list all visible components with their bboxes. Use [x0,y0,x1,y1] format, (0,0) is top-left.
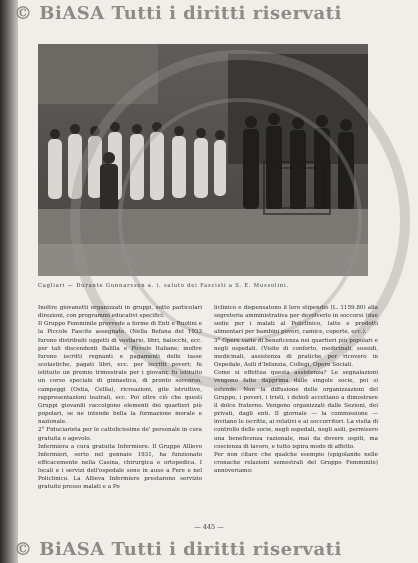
paragraph: liclinico e dispensatono il loro stipendio (L. 1159.80) alla segreteria amministrativa per devolverlo in soccorsi (due sedie per i malati al Policlinico, latte e prodotti alimentari per bambini poveri, camice, coperte, ecc.). [214,305,378,336]
paragraph: Infermiera a cura gratuita Infermiere. Il Gruppo Allievo Infermieri, sorto nel gennaio 1931, ha funzionato efficacemente nella Casina, chirurgica e ortopedica. I locali e i servizi dell'ospedale sono in auso a Fere e nel Policlinico. La Allieva Infermiere prestarono servizio gratuito presso malati e a Po [38,443,202,491]
watermark-header: © BiASA Tutti i diritti riservati [14,3,342,24]
paragraph: Per non citare che qualche esempio (spigolando nelle cronache relazioni semestrali del Gruppo Femminile) annoveriamo: [214,451,378,475]
paragraph: Il Gruppo Femminile provvede a forme di Enti e Ruolini e la Piccole Fascite assegnate. (Nella Befana del 1933 furono distribuiti oggetti di vestiario, libri, balocchi, ecc. per tali discendenti Balilla e Piccole Italiane; inoltre furono iscritti regnanti e pagamenti delle tasse scolastiche, pagati libri, ecc. per iscritti poveri; fu istituito un premio trimestrale per i giovani; fu istituito un corso speciale di ginnastica, di pronto soccorso, campeggi (Ostia, Cellia), ricreazioni, gite istruttive, rappresentazioni teatrali, ecc. Poi oltre ciò che questi Gruppi giovanili raccolgono elementi dei quartieri più popolari, se ne intende bella la formazione morale e nazionale. [38,321,202,426]
library-stamp [262,160,332,216]
paragraph: 2° Fiduciarieta per le cattolicissime de' personale in cura gratuita o agevolo. [38,427,202,442]
article-right-column [214,304,378,475]
paragraph: Come si effettua questa assistenza? Le segnalazioni vengono fatte dapprima dalle singole socie, poi si estende. Non la diffusione delle organizzazioni del Gruppo, i poveri, i tristi, i deboli accettano a dimostrare il dolce fraterno. Vengono organizzati dalle Sezioni, dei privati, dagli enti. Il giornale — la commissione — invitano le iscritte, ai relativi e ai soccorritori. La visita di controllo delle socie, negli ospedali, negli asili, permisero una beneficenza razionale, mai da dovere ospiti, ma coscienza di lavoro, e tutto ispira modo di affetto. [214,370,378,450]
watermark-footer: © BiASA Tutti i diritti riservati [14,539,342,560]
paragraph: Inoltre giovanetti organizzati in gruppi, sotto particolari direzioni, con programmi educativi specifici. [38,305,202,320]
page-number: — 445 — [194,523,224,531]
photo-caption: Cagliari — Durante Gunnarsson a. i. saluto dei Fascisti a S. E. Mussolini. [38,283,289,289]
paragraph: 3° Opere varie di beneficenza nei quartieri più popolari e negli ospedali. (Visite di conforto, medicinali, sussidi, medicinali, assistenza di pratiche per ricovero in Ospedale, Asili d'Infanzia, Collegi, Opere Sociali. [214,337,378,369]
book-spine [0,0,18,563]
article-left-column [38,304,202,492]
